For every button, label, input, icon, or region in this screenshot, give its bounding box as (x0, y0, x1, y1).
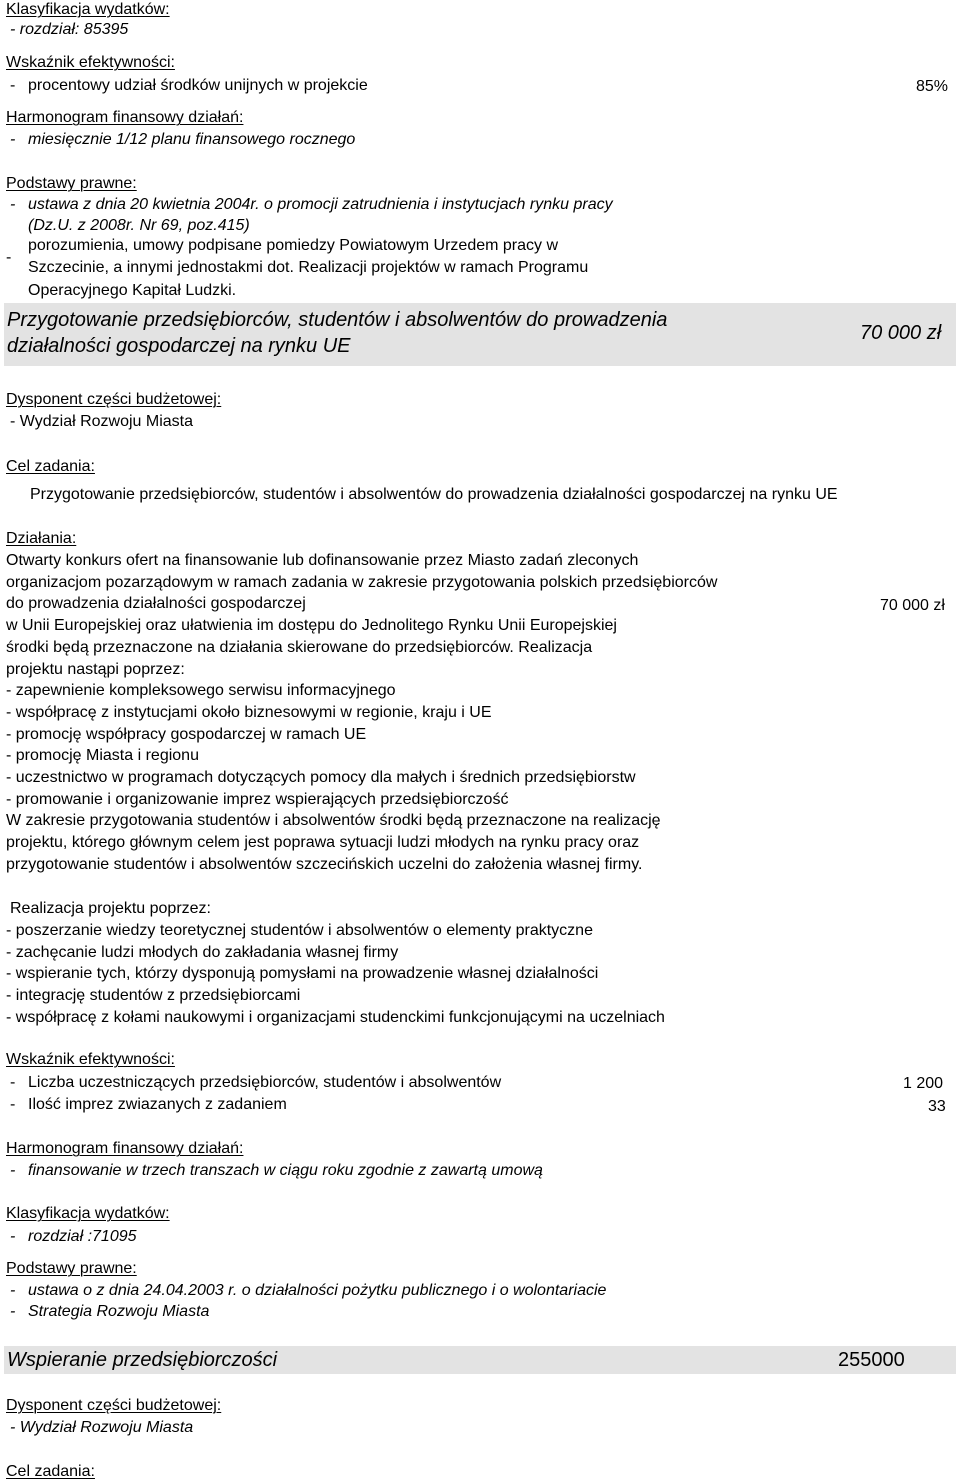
dzialania-line: przygotowanie studentów i absolwentów szczecińskich uczelni do założenia własnej firmy. (6, 855, 643, 873)
task-title-line-2: działalności gospodarczej na rynku UE (7, 335, 351, 357)
realizacja-line: - zachęcanie ludzi młodych do zakładania własnej firmy (6, 943, 399, 961)
dzialania-amount: 70 000 zł (880, 597, 945, 614)
klasyfikacja2-dash: - (10, 1228, 16, 1245)
podstawy2-text-2: Strategia Rozwoju Miasta (28, 1303, 210, 1320)
dzialania-heading: Działania: (6, 530, 77, 547)
realizacja-line: Realizacja projektu poprzez: (10, 900, 211, 917)
dzialania-line: W zakresie przygotowania studentów i absolwentów środki będą przeznaczone na realizację (6, 812, 661, 830)
cel3-heading: Cel zadania: (6, 1463, 95, 1480)
dzialania-line: projektu, którego głównym celem jest poprawa sytuacji ludzi młodych na rynku pracy oraz (6, 834, 640, 852)
harmonogram-heading: Harmonogram finansowy działań: (6, 109, 244, 126)
task2-title: Wspieranie przedsiębiorczości (7, 1349, 278, 1371)
dzialania-line: - zapewnienie kompleksowego serwisu informacyjnego (6, 682, 396, 700)
wskaznik2-value-2: 33 (928, 1098, 946, 1115)
klasyfikacja2-heading: Klasyfikacja wydatków: (6, 1205, 170, 1222)
podstawy-line-1: ustawa z dnia 20 kwietnia 2004r. o promocji zatrudnienia i instytucjach rynku pracy (28, 196, 613, 213)
podstawy-line-3: porozumienia, umowy podpisane pomiedzy Powiatowym Urzedem pracy w (28, 237, 559, 254)
harmonogram-dash: - (10, 131, 16, 148)
dzialania-line: - promowanie i organizowanie imprez wspierających przedsiębiorczość (6, 790, 509, 808)
dzialania-line: projektu nastąpi poprzez: (6, 660, 185, 678)
wskaznik2-text-1: Liczba uczestniczących przedsiębiorców, studentów i absolwentów (28, 1074, 502, 1091)
dzialania-line: - uczestnictwo w programach dotyczących pomocy dla małych i średnich przedsiębiorstw (6, 769, 636, 786)
wskaznik-value: 85% (916, 78, 949, 95)
task-amount: 70 000 zł (860, 322, 942, 344)
dysponent-heading: Dysponent części budżetowej: (6, 391, 222, 408)
klasyfikacja-value: - rozdział: 85395 (10, 21, 129, 38)
klasyfikacja-heading: Klasyfikacja wydatków: (6, 1, 170, 18)
dzialania-line: - współpracę z instytucjami około biznesowymi w regionie, kraju i UE (6, 703, 492, 721)
wskaznik-dash: - (10, 77, 16, 94)
wskaznik2-dash-1: - (10, 1074, 16, 1091)
wskaznik2-value-1: 1 200 (903, 1075, 944, 1092)
podstawy2-text-1: ustawa o z dnia 24.04.2003 r. o działalności pożytku publicznego i o wolontariacie (28, 1282, 607, 1299)
dzialania-line: Otwarty konkurs ofert na finansowanie lub dofinansowanie przez Miasto zadań zleconych (6, 552, 639, 569)
klasyfikacja2-text: rozdział :71095 (28, 1228, 137, 1245)
wskaznik-heading: Wskaźnik efektywności: (6, 54, 175, 71)
harmonogram2-dash: - (10, 1162, 16, 1179)
podstawy-dash-2: - (6, 249, 12, 266)
podstawy-line-4: Szczecinie, a innymi jednostakmi dot. Realizacji projektów w ramach Programu (28, 259, 589, 276)
cel-text: Przygotowanie przedsiębiorców, studentów i absolwentów do prowadzenia działalności gospodarczej na rynku UE (30, 486, 838, 503)
podstawy-line-5: Operacyjnego Kapitał Ludzki. (28, 282, 237, 299)
podstawy-line-2: (Dz.U. z 2008r. Nr 69, poz.415) (28, 217, 250, 234)
dzialania-line: - promocję Miasta i regionu (6, 747, 199, 765)
realizacja-line: - integrację studentów z przedsiębiorcami (6, 987, 301, 1005)
dzialania-line: organizacjom pozarządowym w ramach zadania w zakresie przygotowania polskich przedsiębiorców (6, 573, 718, 591)
harmonogram2-heading: Harmonogram finansowy działań: (6, 1140, 244, 1157)
task-band-1 (4, 303, 956, 366)
wskaznik-text: procentowy udział środków unijnych w projekcie (28, 77, 368, 94)
task-title-line-1: Przygotowanie przedsiębiorców, studentów i absolwentów do prowadzenia (7, 309, 668, 331)
dzialania-line: do prowadzenia działalności gospodarczej (6, 595, 306, 613)
harmonogram2-text: finansowanie w trzech transzach w ciągu roku zgodnie z zawartą umową (28, 1162, 543, 1179)
wskaznik2-text-2: Ilość imprez zwiazanych z zadaniem (28, 1096, 287, 1113)
realizacja-line: - poszerzanie wiedzy teoretycznej studentów i absolwentów o elementy praktyczne (6, 921, 593, 939)
realizacja-line: - wspieranie tych, którzy dysponują pomysłami na prowadzenie własnej działalności (6, 965, 599, 983)
dysponent-value: - Wydział Rozwoju Miasta (10, 413, 194, 430)
dzialania-line: - promocję współpracy gospodarczej w ramach UE (6, 725, 367, 743)
podstawy-heading: Podstawy prawne: (6, 175, 137, 192)
wskaznik2-heading: Wskaźnik efektywności: (6, 1051, 175, 1068)
harmonogram-text: miesięcznie 1/12 planu finansowego rocznego (28, 131, 356, 148)
cel-heading: Cel zadania: (6, 458, 95, 475)
dzialania-line: w Unii Europejskiej oraz ułatwienia im dostępu do Jednolitego Rynku Unii Europejskiej (6, 617, 617, 635)
task2-amount: 255000 (838, 1349, 905, 1371)
realizacja-line: - współpracę z kołami naukowymi i organizacjami studenckimi funkcjonującymi na uczelniach (6, 1009, 665, 1026)
podstawy2-dash-2: - (10, 1303, 16, 1320)
dysponent3-heading: Dysponent części budżetowej: (6, 1397, 222, 1414)
task-band-2 (4, 1346, 956, 1374)
podstawy2-heading: Podstawy prawne: (6, 1260, 137, 1277)
podstawy2-dash-1: - (10, 1282, 16, 1299)
dzialania-line: środki będą przeznaczone na działania skierowane do przedsiębiorców. Realizacja (6, 638, 593, 656)
dysponent3-value: - Wydział Rozwoju Miasta (10, 1419, 194, 1436)
wskaznik2-dash-2: - (10, 1096, 16, 1113)
podstawy-dash-1: - (10, 196, 16, 213)
